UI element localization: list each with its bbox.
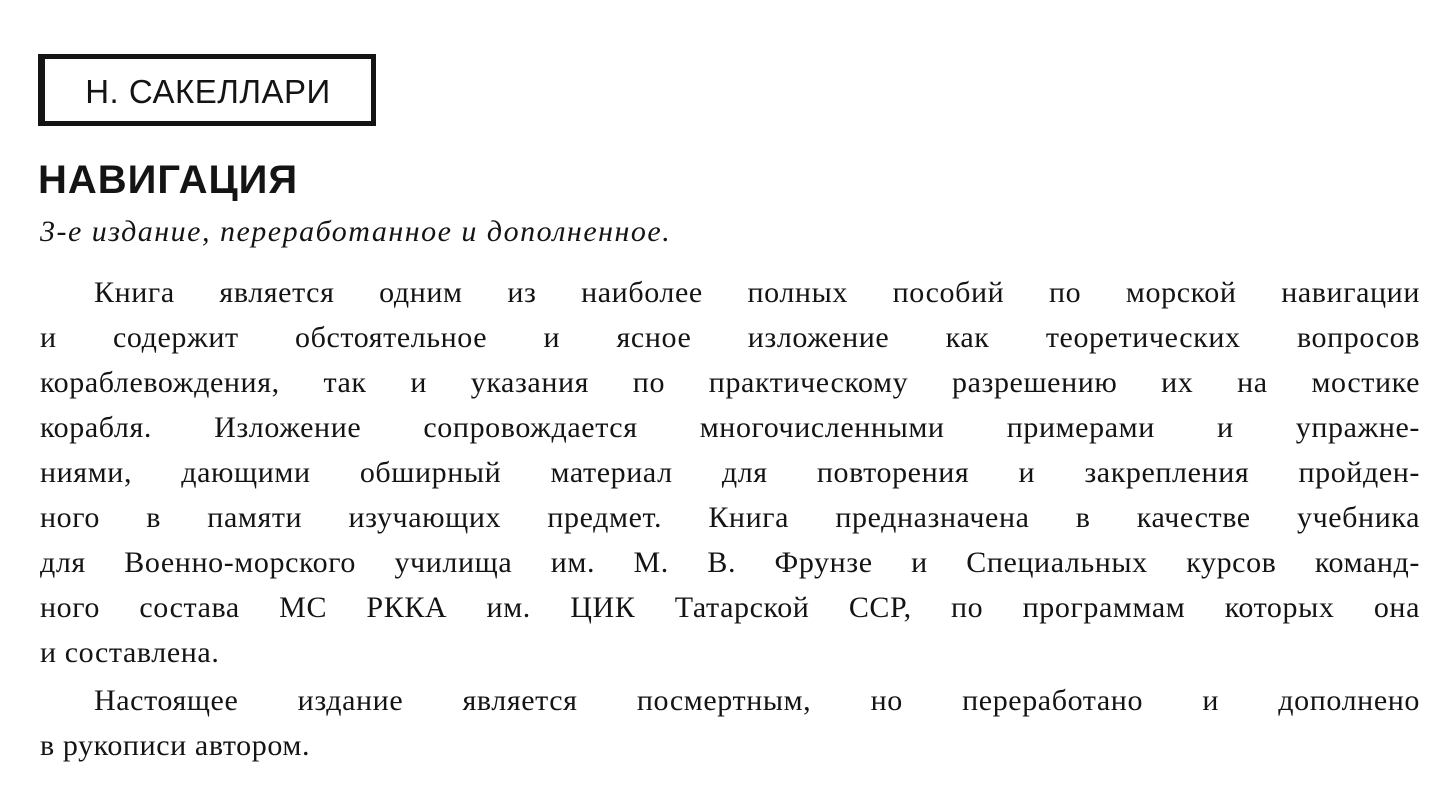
text-line: в рукописи автором. <box>40 729 311 762</box>
text-line: Настоящее издание является посмертным, но переработано и дополнено <box>94 684 1420 717</box>
text-line: корабля. Изложение сопровождается многочисленными примерами и упражне- <box>40 411 1420 444</box>
text-line: ниями, дающими обширный материал для повторения и закрепления пройден- <box>40 456 1420 489</box>
text-line: ного в памяти изучающих предмет. Книга предназначена в качестве учебника <box>40 501 1420 534</box>
text-line: Книга является одним из наиболее полных пособий по морской навигации <box>94 276 1420 309</box>
paragraph-1 <box>40 270 1420 675</box>
text-line: кораблевождения, так и указания по практическому разрешению их на мостике <box>40 366 1420 399</box>
text-line: и содержит обстоятельное и ясное изложение как теоретических вопросов <box>40 321 1420 354</box>
text-line: и составлена. <box>40 636 220 669</box>
text-line: для Военно-морского училища им. М. В. Фрунзе и Специальных курсов команд- <box>40 546 1420 579</box>
text-line: ного состава МС РККА им. ЦИК Татарской ССР, по программам которых она <box>40 591 1420 624</box>
edition-subtitle: 3-е издание, переработанное и дополненное. <box>40 215 672 248</box>
author-name: Н. САКЕЛЛАРИ <box>85 72 331 110</box>
paragraph-2 <box>40 678 1420 768</box>
annotation-text <box>40 270 1420 768</box>
book-title: НАВИГАЦИЯ <box>38 158 299 202</box>
author-box <box>38 54 376 126</box>
